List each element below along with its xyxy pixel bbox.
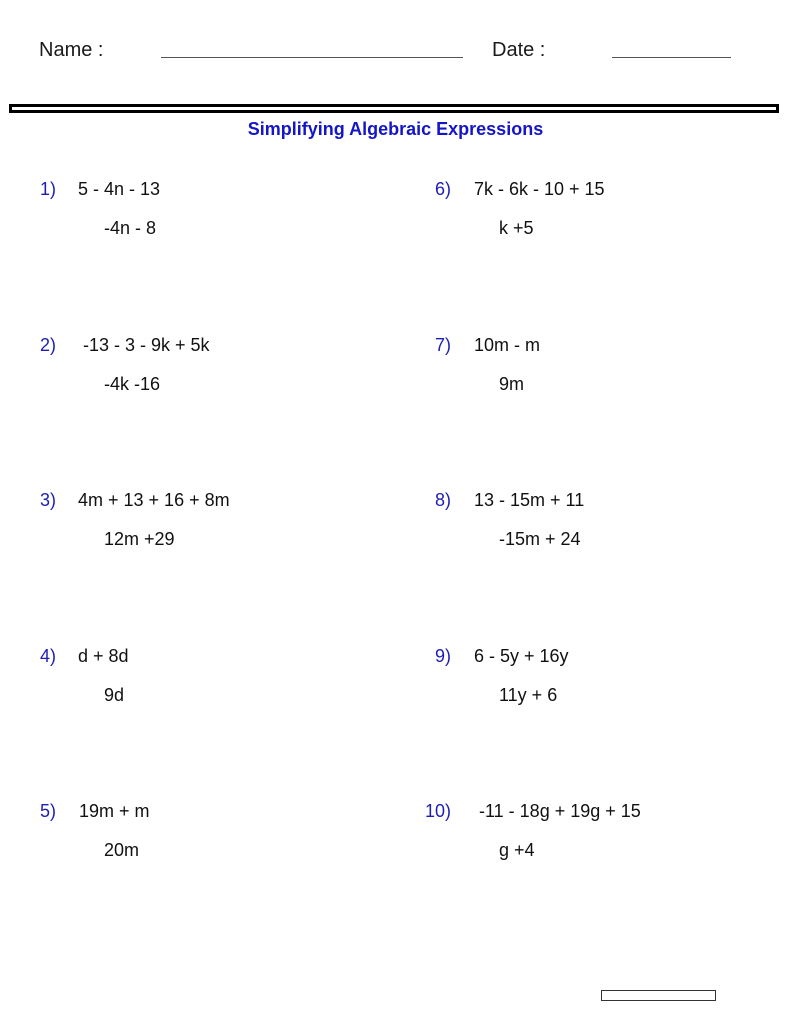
problem-expression: d + 8d <box>78 646 129 666</box>
date-label: Date : <box>492 39 546 61</box>
problem-expression: -11 - 18g + 19g + 15 <box>479 801 641 821</box>
problem-answer: 11y + 6 <box>499 685 558 705</box>
header-divider <box>9 104 779 113</box>
problem-answer: 9d <box>104 685 125 705</box>
problem-answer: -4n - 8 <box>104 218 157 238</box>
problem-number: 1) <box>40 179 57 199</box>
problem-expression: -13 - 3 - 9k + 5k <box>83 335 210 355</box>
name-label: Name : <box>39 39 104 61</box>
problem-expression: 10m - m <box>474 335 541 355</box>
worksheet-title: Simplifying Algebraic Expressions <box>247 119 544 139</box>
problem-expression: 5 - 4n - 13 <box>78 179 161 199</box>
problem-expression: 13 - 15m + 11 <box>474 490 585 510</box>
score-box[interactable] <box>601 990 716 1001</box>
problem-number: 7) <box>435 335 452 355</box>
problem-number: 3) <box>40 490 57 510</box>
problem-answer: 9m <box>499 374 525 394</box>
problem-answer: -4k -16 <box>104 374 161 394</box>
problem-answer: -15m + 24 <box>499 529 581 549</box>
problem-number: 9) <box>435 646 452 666</box>
problem-number: 6) <box>435 179 452 199</box>
problem-number: 5) <box>40 801 57 821</box>
problem-number: 2) <box>40 335 57 355</box>
problem-expression: 4m + 13 + 16 + 8m <box>78 490 230 510</box>
problem-expression: 7k - 6k - 10 + 15 <box>474 179 605 199</box>
problem-answer: g +4 <box>499 840 535 860</box>
problem-number: 10) <box>425 801 452 821</box>
problem-expression: 6 - 5y + 16y <box>474 646 569 666</box>
problem-answer: 20m <box>104 840 140 860</box>
problem-answer: 12m +29 <box>104 529 175 549</box>
problem-number: 8) <box>435 490 452 510</box>
problem-expression: 19m + m <box>79 801 150 821</box>
date-field[interactable] <box>612 57 731 58</box>
name-field[interactable] <box>161 57 463 58</box>
problem-answer: k +5 <box>499 218 534 238</box>
problem-number: 4) <box>40 646 57 666</box>
